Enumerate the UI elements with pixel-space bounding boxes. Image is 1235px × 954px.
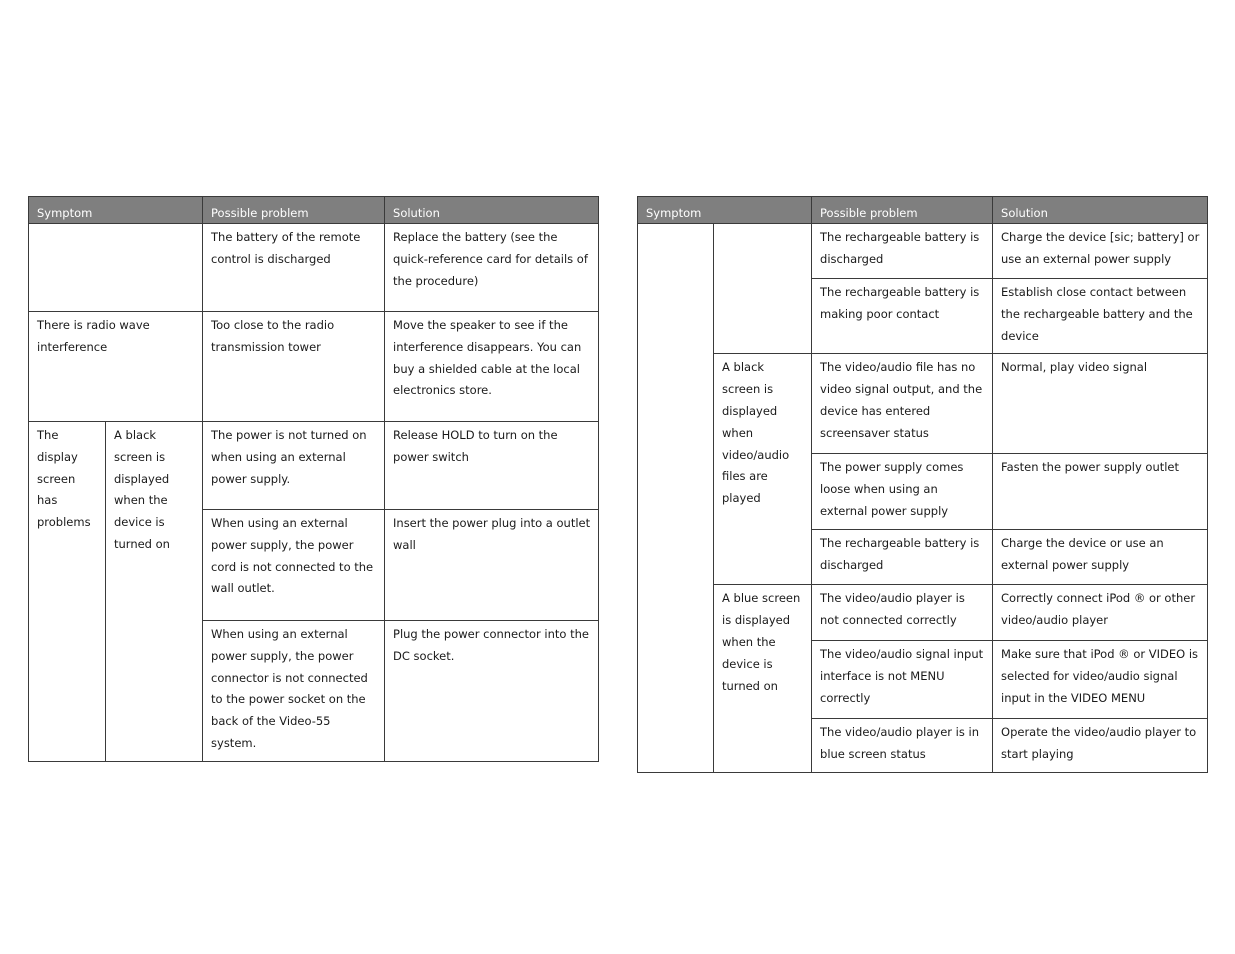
table-header-row [29,197,599,224]
problem-cell: The video/audio file has no video signal output, and the device has entered screensaver status [812,354,993,454]
table-row [638,585,1208,641]
troubleshooting-table-left [28,196,599,762]
troubleshooting-table-right [637,196,1208,773]
header-solution: Solution [385,197,599,224]
problem-cell: The video/audio player is in blue screen status [812,719,993,773]
header-possible-problem: Possible problem [203,197,385,224]
problem-cell: The video/audio player is not connected correctly [812,585,993,641]
solution-cell: Charge the device [sic; battery] or use an external power supply [993,224,1208,279]
symptom-cell [29,224,203,312]
problem-cell: The battery of the remote control is discharged [203,224,385,312]
solution-cell: Replace the battery (see the quick-reference card for details of the procedure) [385,224,599,312]
header-possible-problem: Possible problem [812,197,993,224]
problem-cell: When using an external power supply, the power connector is not connected to the power socket on the back of the Video-55 system. [203,621,385,762]
table-row [29,422,599,510]
solution-cell: Correctly connect iPod ® or other video/audio player [993,585,1208,641]
solution-cell: Establish close contact between the rechargeable battery and the device [993,279,1208,354]
problem-cell: Too close to the radio transmission tower [203,312,385,422]
solution-cell: Move the speaker to see if the interference disappears. You can buy a shielded cable at the local electronics store. [385,312,599,422]
solution-cell: Plug the power connector into the DC socket. [385,621,599,762]
problem-cell: The power supply comes loose when using an external power supply [812,454,993,530]
solution-cell: Charge the device or use an external power supply [993,530,1208,585]
solution-cell: Fasten the power supply outlet [993,454,1208,530]
problem-cell: The video/audio signal input interface is not MENU correctly [812,641,993,719]
solution-cell: Normal, play video signal [993,354,1208,454]
solution-cell: Insert the power plug into a outlet wall [385,510,599,621]
problem-cell: The rechargeable battery is discharged [812,530,993,585]
symptom-cell: There is radio wave interference [29,312,203,422]
problem-cell: The rechargeable battery is discharged [812,224,993,279]
solution-cell: Make sure that iPod ® or VIDEO is selected for video/audio signal input in the VIDEO MENU [993,641,1208,719]
problem-cell: When using an external power supply, the power cord is not connected to the wall outlet. [203,510,385,621]
solution-cell: Release HOLD to turn on the power switch [385,422,599,510]
table-header-row [638,197,1208,224]
header-symptom: Symptom [638,197,812,224]
symptom-category-cell: The display screen has problems [29,422,106,762]
header-solution: Solution [993,197,1208,224]
table-row [29,312,599,422]
symptom-detail-cell: A black screen is displayed when video/audio files are played [714,354,812,585]
symptom-detail-cell [714,224,812,354]
table-row [638,354,1208,454]
solution-cell: Operate the video/audio player to start playing [993,719,1208,773]
symptom-category-cell [638,224,714,773]
table-row [638,224,1208,279]
header-symptom: Symptom [29,197,203,224]
table-row [29,224,599,312]
problem-cell: The rechargeable battery is making poor contact [812,279,993,354]
problem-cell: The power is not turned on when using an external power supply. [203,422,385,510]
symptom-detail-cell: A blue screen is displayed when the device is turned on [714,585,812,773]
symptom-detail-cell: A black screen is displayed when the device is turned on [106,422,203,762]
